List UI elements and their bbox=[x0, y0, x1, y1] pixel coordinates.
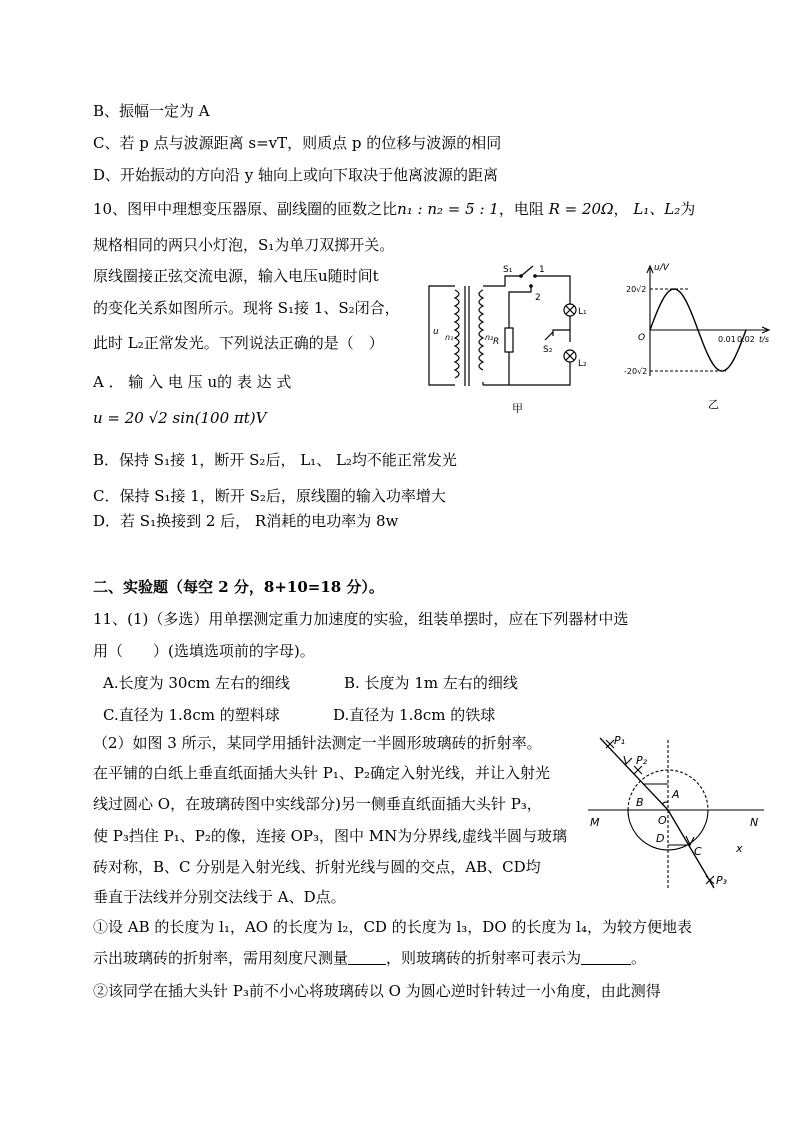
label-u: u bbox=[433, 327, 439, 337]
figure-jia-circuit bbox=[425, 262, 615, 417]
q11-part3-line2 bbox=[93, 948, 646, 968]
switch-s2-wire bbox=[553, 330, 570, 336]
q11-part2-line5: 砖对称，B、C 分别是入射光线、折射光线与圆的交点，AB、CD均 bbox=[93, 858, 541, 876]
t2-label: 0.02 bbox=[737, 335, 755, 344]
figure-3-refraction bbox=[586, 728, 776, 903]
label-d: D bbox=[656, 832, 665, 845]
q10-stem-line1: 10、图甲中理想变压器原、副线圈的匝数之比n₁ : n₂ = 5 : 1，电阻 R = 20Ω， L₁、L₂为 bbox=[93, 200, 696, 218]
wire-terminal-2 bbox=[509, 286, 531, 328]
q11-part2-line1: （2）如图 3 所示，某同学用插针法测定一半圆形玻璃砖的折射率。 bbox=[93, 734, 542, 752]
label-a: A bbox=[672, 788, 680, 801]
answer-blank-refractive-index[interactable] bbox=[581, 950, 631, 965]
q10-option-d: D．若 S₁换接到 2 后， R消耗的电功率为 8w bbox=[93, 512, 399, 530]
label-b: B bbox=[636, 796, 644, 809]
y-min-label: -20√2 bbox=[624, 367, 648, 376]
q10-turns-ratio: n₁ : n₂ = 5 : 1 bbox=[397, 200, 499, 218]
q9-option-c: C、若 p 点与波源距离 s=vT，则质点 p 的位移与波源的相同 bbox=[93, 134, 502, 152]
label-n2: n₂ bbox=[485, 333, 494, 342]
t1-label: 0.01 bbox=[718, 335, 736, 344]
q10-resistor-value: R = 20Ω bbox=[548, 200, 614, 218]
label-o: O bbox=[658, 814, 667, 827]
q11-part2-line3: 线过圆心 O，在玻璃砖图中实线部分)另一侧垂直纸面插大头针 P₃， bbox=[93, 795, 542, 813]
q11-option-c: C.直径为 1.8cm 的塑料球 bbox=[103, 706, 280, 724]
q10-stem-text-a: 10、图甲中理想变压器原、副线圈的匝数之比 bbox=[93, 200, 398, 218]
label-l1: L₁ bbox=[578, 307, 587, 317]
q11-part3-text-b: ，则玻璃砖的折射率可表示为 bbox=[386, 949, 582, 967]
answer-blank-measure[interactable] bbox=[348, 950, 386, 965]
q11-part2-line2: 在平铺的白纸上垂直纸面插大头针 P₁、P₂确定入射光线，并让入射光 bbox=[93, 764, 550, 782]
q10-option-a-formula: u = 20 √2 sin(100 πt)V bbox=[93, 409, 267, 427]
q10-stem-line3: 原线圈接正弦交流电源，输入电压u随时间t bbox=[93, 267, 379, 285]
q10-stem-line2: 规格相同的两只小灯泡，S₁为单刀双掷开关。 bbox=[93, 236, 395, 254]
q10-option-b: B．保持 S₁接 1，断开 S₂后， L₁、 L₂均不能正常发光 bbox=[93, 451, 457, 469]
q11-part2-line4: 使 P₃挡住 P₁、P₂的像，连接 OP₃，图中 MN为分界线,虚线半圆与玻璃 bbox=[93, 827, 568, 845]
t-unit-label: t/s bbox=[759, 335, 769, 344]
q10-option-c: C．保持 S₁接 1，断开 S₂后，原线圈的输入功率增大 bbox=[93, 487, 446, 505]
label-p1: P₁ bbox=[614, 734, 626, 747]
q9-option-b: B、振幅一定为 A bbox=[93, 102, 210, 120]
y-axis-label: u/V bbox=[654, 263, 669, 273]
label-c: C bbox=[694, 845, 702, 858]
angle-arc bbox=[662, 802, 668, 804]
label-l2: L₂ bbox=[578, 359, 587, 369]
q10-lamps: L₁、L₂ bbox=[633, 200, 681, 218]
origin-label: O bbox=[638, 333, 646, 343]
incident-arrow bbox=[624, 756, 632, 764]
q11-option-d: D.直径为 1.8cm 的铁球 bbox=[333, 706, 496, 724]
q11-option-b: B. 长度为 1m 左右的细线 bbox=[344, 674, 518, 692]
q10-stem-line4: 的变化关系如图所示。现将 S₁接 1、S₂闭合， bbox=[93, 299, 400, 317]
label-p3: P₃ bbox=[716, 874, 728, 887]
q11-part1-line2: 用（ ）(选填选项前的字母)。 bbox=[93, 642, 315, 660]
y-max-label: 20√2 bbox=[626, 285, 647, 294]
secondary-coil bbox=[479, 290, 483, 370]
caption-yi: 乙 bbox=[708, 398, 719, 411]
q10-option-a-line1: A ． 输 入 电 压 u的 表 达 式 bbox=[93, 373, 292, 391]
switch-s2-blade bbox=[545, 332, 553, 340]
primary-coil bbox=[455, 290, 459, 378]
label-p2: P₂ bbox=[636, 754, 648, 767]
q11-part1-line1: 11、(1)（多选）用单摆测定重力加速度的实验，组装单摆时，应在下列器材中选 bbox=[93, 610, 629, 628]
q11-part3-text-c: 。 bbox=[631, 949, 647, 967]
label-terminal-1: 1 bbox=[539, 265, 545, 275]
switch-s1-blade bbox=[521, 266, 533, 276]
q10-stem-text-b: ，电阻 bbox=[498, 200, 544, 218]
label-n: N bbox=[750, 816, 759, 829]
label-n1: n₁ bbox=[445, 333, 454, 342]
q10-stem-line5: 此时 L₂正常发光。下列说法正确的是（ ） bbox=[93, 334, 384, 352]
q9-option-d: D、开始振动的方向沿 y 轴向上或向下取决于他离波源的距离 bbox=[93, 166, 499, 184]
label-terminal-2: 2 bbox=[535, 293, 541, 303]
secondary-top-wire bbox=[483, 276, 521, 286]
q11-part4-line1: ②该同学在插大头针 P₃前不小心将玻璃砖以 O 为圆心逆时针转过一小角度，由此测得 bbox=[93, 982, 661, 1000]
q11-option-a: A.长度为 30cm 左右的细线 bbox=[103, 674, 290, 692]
figure-yi-voltage-graph bbox=[624, 258, 778, 418]
label-m: M bbox=[590, 816, 600, 829]
label-s1: S₁ bbox=[503, 265, 513, 275]
section-2-title: 二、实验题（每空 2 分，8+10=18 分）。 bbox=[93, 578, 384, 596]
caption-jia: 甲 bbox=[512, 402, 523, 415]
q11-part3-line1: ①设 AB 的长度为 l₁，AO 的长度为 l₂，CD 的长度为 l₃，DO 的长度为 l₄，为较方便地表 bbox=[93, 918, 692, 936]
label-s2: S₂ bbox=[543, 345, 553, 355]
label-r: R bbox=[493, 337, 500, 347]
q10-stem-text-c: 为 bbox=[680, 200, 696, 218]
q11-part3-text-a: 示出玻璃砖的折射率，需用刻度尺测量 bbox=[93, 949, 349, 967]
resistor-r bbox=[505, 328, 513, 352]
secondary-bottom-wire bbox=[483, 362, 570, 385]
label-x: x bbox=[736, 842, 743, 855]
q11-part2-line6: 垂直于法线并分别交法线于 A、D点。 bbox=[93, 888, 346, 906]
